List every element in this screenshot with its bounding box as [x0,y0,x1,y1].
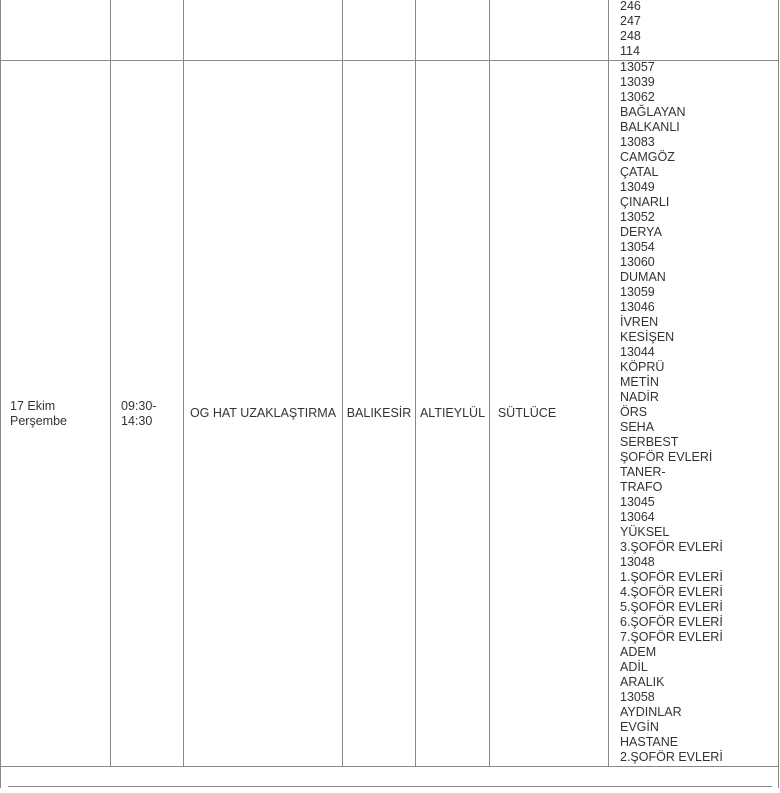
location-item: 7.ŞOFÖR EVLERİ [620,630,723,644]
location-item: 2.ŞOFÖR EVLERİ [620,750,723,764]
location-item: 13057 [620,60,655,74]
location-item: 13048 [620,555,655,569]
location-item: SERBEST [620,435,679,449]
location-item: AYDINLAR [620,705,682,719]
location-item: 13058 [620,690,655,704]
location-item: METİN [620,375,659,389]
location-item: İVREN [620,315,659,329]
location-item: 4.ŞOFÖR EVLERİ [620,585,723,599]
col-border-7 [778,0,779,788]
location-item: 13045 [620,495,655,509]
location-item: KESİŞEN [620,330,675,344]
district-text: ALTIEYLÜL [419,406,486,420]
location-item: 13054 [620,240,655,254]
date-text: 17 Ekim Perşembe [10,398,67,428]
location-item: 13064 [620,510,655,524]
next-row-start [8,786,772,793]
location-item: 13062 [620,90,655,104]
location-item: ÖRS [620,405,648,419]
location-item: ÇINARLI [620,195,670,209]
time-text: 09:30-14:30 [121,398,157,428]
location-item: 13059 [620,285,655,299]
location-item: 246 [620,0,641,13]
reason-cell [184,61,342,766]
location-item: 1.ŞOFÖR EVLERİ [620,570,723,584]
neighborhood-cell [490,61,564,766]
neighborhood-text: SÜTLÜCE [497,406,557,420]
location-item: 13046 [620,300,655,314]
location-item: 13044 [620,345,655,359]
reason-text: OG HAT UZAKLAŞTIRMA [189,406,337,420]
location-item: ŞOFÖR EVLERİ [620,450,713,464]
location-item: BALKANLI [620,120,680,134]
location-item: 3.ŞOFÖR EVLERİ [620,540,723,554]
location-item: 5.ŞOFÖR EVLERİ [620,600,723,614]
location-item: SEHA [620,420,655,434]
location-item: TRAFO [620,480,663,494]
location-item: 13039 [620,75,655,89]
location-item: DUMAN [620,270,666,284]
province-cell [343,61,415,766]
location-item: 13083 [620,135,655,149]
location-item: 13052 [620,210,655,224]
location-item: ARALIK [620,675,665,689]
location-item: YÜKSEL [620,525,670,539]
row-locations [620,60,723,765]
location-item: ADEM [620,645,657,659]
location-item: EVGİN [620,720,659,734]
location-item: HASTANE [620,735,679,749]
district-cell [416,61,489,766]
location-item: TANER- [620,465,666,479]
location-item: 13060 [620,255,655,269]
prev-row-locations [620,0,641,59]
row-border-2 [0,766,779,767]
location-item: NADİR [620,390,659,404]
location-item: CAMGÖZ [620,150,675,164]
location-item: DERYA [620,225,662,239]
date-cell [10,61,108,766]
location-item: KÖPRÜ [620,360,665,374]
location-item: BAĞLAYAN [620,105,686,119]
time-cell [121,61,181,766]
col-border-6 [608,0,609,766]
location-item: 13049 [620,180,655,194]
col-border-1 [110,0,111,766]
province-text: BALIKESİR [346,406,412,420]
location-item: 248 [620,29,641,43]
location-item: 114 [620,44,640,58]
location-item: 247 [620,14,641,28]
location-item: ÇATAL [620,165,659,179]
location-item: 6.ŞOFÖR EVLERİ [620,615,723,629]
col-border-0 [0,0,1,788]
location-item: ADİL [620,660,648,674]
